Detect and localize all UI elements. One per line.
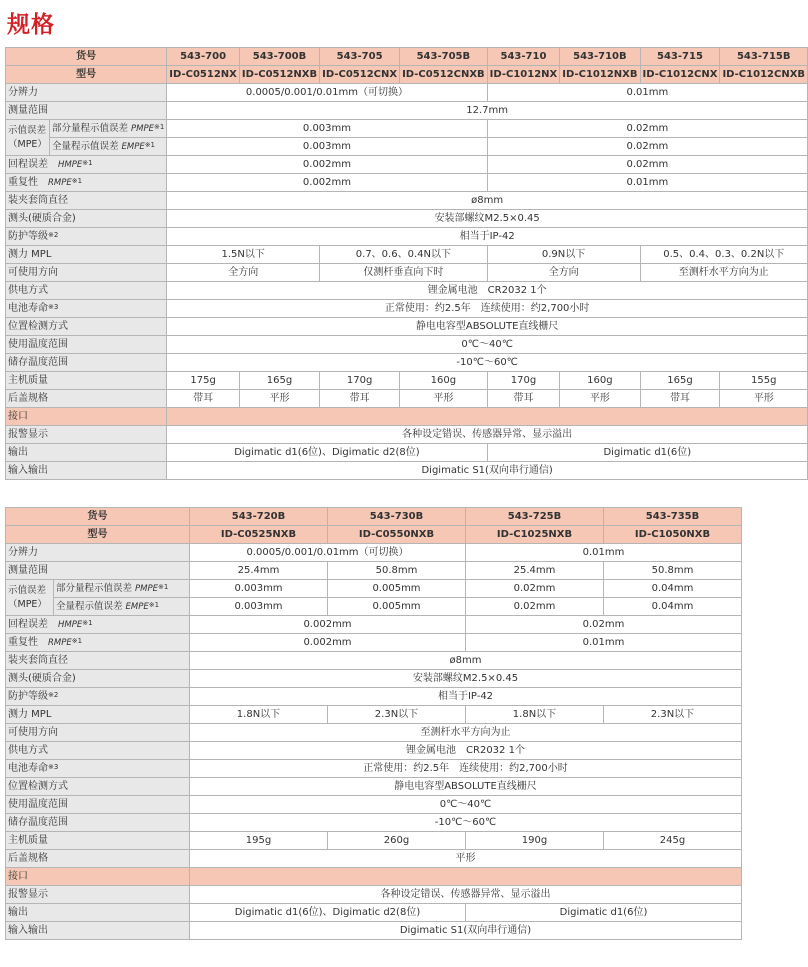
rep-label: 重复性 — [8, 176, 38, 188]
value-cell: 安装部螺纹M2.5×0.45 — [167, 210, 808, 228]
value-cell: 170g — [487, 372, 560, 390]
note-ref: ※3 — [48, 302, 59, 311]
row-label: 测力 MPL — [6, 246, 167, 264]
row-label: 输出 — [6, 444, 167, 462]
row-label: 可使用方向 — [6, 724, 190, 742]
note-ref: ※1 — [153, 122, 165, 131]
row-label: 测量范围 — [6, 562, 190, 580]
row-label: 后盖规格 — [6, 850, 190, 868]
row-label: 使用温度范围 — [6, 796, 190, 814]
value-cell: Digimatic S1(双向串行通信) — [190, 922, 742, 940]
code-header: 型号 — [6, 526, 190, 544]
row-label: 可使用方向 — [6, 264, 167, 282]
value-cell: 0.01mm — [466, 634, 742, 652]
row-label: 储存温度范围 — [6, 814, 190, 832]
value-cell: 正常使用：约2.5年 连续使用：约2,700小时 — [167, 300, 808, 318]
code-cell: ID-C1050NXB — [604, 526, 742, 544]
value-cell: 160g — [400, 372, 488, 390]
value-cell: 0.02mm — [487, 156, 807, 174]
row-label — [6, 688, 190, 706]
row-label: 主机质量 — [6, 832, 190, 850]
model-cell: 543-700B — [239, 48, 319, 66]
mpe-part-row — [6, 580, 742, 598]
value-cell: 平形 — [190, 850, 742, 868]
value-cell: 0.002mm — [167, 174, 487, 192]
model-row — [6, 48, 808, 66]
stem-row — [6, 652, 742, 670]
row-label — [54, 580, 190, 598]
value-cell: 各种设定错误、传感器异常、显示溢出 — [190, 886, 742, 904]
mpe-full-row — [6, 138, 808, 156]
mass-row — [6, 372, 808, 390]
back-row — [6, 850, 742, 868]
value-cell: 0.04mm — [604, 580, 742, 598]
hyst-label: 回程误差 — [8, 618, 48, 630]
row-label: 供电方式 — [6, 742, 190, 760]
mpe-full-symbol: EMPE — [121, 141, 145, 152]
value-cell: 1.8N以下 — [466, 706, 604, 724]
value-cell: 160g — [560, 372, 640, 390]
model-header: 货号 — [6, 508, 190, 526]
model-cell: 543-730B — [328, 508, 466, 526]
value-cell: -10℃～60℃ — [190, 814, 742, 832]
row-label: 测头(硬质合金) — [6, 210, 167, 228]
value-cell: 195g — [190, 832, 328, 850]
rep-symbol: RMPE — [48, 637, 72, 648]
repeatability-row — [6, 174, 808, 192]
value-cell: 0.02mm — [466, 598, 604, 616]
note-ref: ※1 — [82, 618, 93, 627]
code-cell: ID-C0550NXB — [328, 526, 466, 544]
value-cell: 安装部螺纹M2.5×0.45 — [190, 670, 742, 688]
value-cell: 165g — [640, 372, 720, 390]
value-cell: 0.002mm — [190, 634, 466, 652]
value-cell: 0.7、0.6、0.4N以下 — [320, 246, 488, 264]
mpe-part-label: 部分量程示值误差 — [56, 582, 133, 594]
model-header: 货号 — [6, 48, 167, 66]
row-label: 使用温度范围 — [6, 336, 167, 354]
alarm-row — [6, 886, 742, 904]
ip-label: 防护等级 — [8, 690, 48, 702]
value-cell: 260g — [328, 832, 466, 850]
value-cell: 245g — [604, 832, 742, 850]
value-cell: 12.7mm — [167, 102, 808, 120]
model-cell: 543-715 — [640, 48, 720, 66]
model-cell: 543-725B — [466, 508, 604, 526]
row-label — [49, 138, 166, 156]
row-label: 装夹套筒直径 — [6, 652, 190, 670]
sttemp-row — [6, 354, 808, 372]
model-cell: 543-705B — [400, 48, 488, 66]
value-cell: 50.8mm — [328, 562, 466, 580]
row-label: 测头(硬质合金) — [6, 670, 190, 688]
code-cell: ID-C1012CNX — [640, 66, 720, 84]
value-cell: -10℃～60℃ — [167, 354, 808, 372]
code-cell: ID-C0512CNX — [320, 66, 400, 84]
force-row — [6, 706, 742, 724]
value-cell: 0.005mm — [328, 580, 466, 598]
hysteresis-row — [6, 616, 742, 634]
value-cell: ø8mm — [167, 192, 808, 210]
value-cell: 0.002mm — [190, 616, 466, 634]
value-cell: 0.9N以下 — [487, 246, 640, 264]
inout-row — [6, 922, 742, 940]
row-label: 分辨力 — [6, 544, 190, 562]
value-cell: 190g — [466, 832, 604, 850]
mpe-part-label: 部分量程示值误差 — [51, 122, 128, 134]
value-cell: 0.003mm — [190, 598, 328, 616]
value-cell: 50.8mm — [604, 562, 742, 580]
mass-row — [6, 832, 742, 850]
value-cell: 静电电容型ABSOLUTE直线栅尺 — [167, 318, 808, 336]
resolution-row — [6, 84, 808, 102]
mpe-part-symbol: PMPE — [135, 583, 159, 594]
model-cell: 543-705 — [320, 48, 400, 66]
value-cell: 0.02mm — [487, 138, 807, 156]
batt-label: 电池寿命 — [8, 762, 48, 774]
power-row — [6, 742, 742, 760]
mpe-full-symbol: EMPE — [125, 601, 149, 612]
range-row — [6, 562, 742, 580]
hyst-symbol: HMPE — [58, 619, 83, 630]
row-label — [6, 156, 167, 174]
value-cell: 0.0005/0.001/0.01mm（可切换） — [190, 544, 466, 562]
value-cell: 0.003mm — [167, 138, 487, 156]
note-ref: ※1 — [71, 636, 83, 645]
note-ref: ※1 — [144, 140, 156, 149]
model-row — [6, 508, 742, 526]
value-cell: 仅测杆垂直向下时 — [320, 264, 488, 282]
ip-row — [6, 688, 742, 706]
note-ref: ※2 — [48, 690, 59, 699]
section-fill — [167, 408, 808, 426]
value-cell: 带耳 — [640, 390, 720, 408]
mpe-label-text: 示值误差 — [8, 584, 47, 596]
detect-row — [6, 778, 742, 796]
battery-row — [6, 760, 742, 778]
value-cell: 带耳 — [320, 390, 400, 408]
model-cell: 543-700 — [167, 48, 240, 66]
value-cell: 带耳 — [167, 390, 240, 408]
value-cell: 平形 — [720, 390, 808, 408]
row-label — [54, 598, 190, 616]
value-cell: 各种设定错误、传感器异常、显示溢出 — [167, 426, 808, 444]
mpe-sub-text: （MPE） — [8, 138, 47, 150]
value-cell: 平形 — [400, 390, 488, 408]
value-cell: 0.02mm — [466, 616, 742, 634]
value-cell: 相当于IP-42 — [167, 228, 808, 246]
mpe-label — [6, 580, 54, 616]
note-ref: ※1 — [148, 600, 160, 609]
alarm-row — [6, 426, 808, 444]
value-cell: 155g — [720, 372, 808, 390]
mpe-label — [6, 120, 50, 156]
tip-row — [6, 670, 742, 688]
rep-label: 重复性 — [8, 636, 38, 648]
hyst-label: 回程误差 — [8, 158, 48, 170]
interface-section-row — [6, 408, 808, 426]
model-cell: 543-710 — [487, 48, 560, 66]
value-cell: 0.003mm — [190, 580, 328, 598]
mpe-full-row — [6, 598, 742, 616]
value-cell: 0.02mm — [487, 120, 807, 138]
mpe-full-label: 全量程示值误差 — [56, 600, 123, 612]
row-label: 供电方式 — [6, 282, 167, 300]
row-label: 位置检测方式 — [6, 778, 190, 796]
force-row — [6, 246, 808, 264]
note-ref: ※1 — [158, 582, 169, 591]
value-cell: 带耳 — [487, 390, 560, 408]
value-cell: 0.002mm — [167, 156, 487, 174]
value-cell: 0.02mm — [466, 580, 604, 598]
row-label: 输入输出 — [6, 922, 190, 940]
value-cell: Digimatic d1(6位)、Digimatic d2(8位) — [167, 444, 487, 462]
value-cell: 相当于IP-42 — [190, 688, 742, 706]
mpe-label-text: 示值误差 — [8, 124, 47, 136]
optemp-row — [6, 796, 742, 814]
direction-row — [6, 264, 808, 282]
row-label — [6, 634, 190, 652]
mpe-full-label: 全量程示值误差 — [51, 140, 119, 152]
section-label: 接口 — [6, 868, 190, 886]
value-cell: 1.8N以下 — [190, 706, 328, 724]
row-label: 后盖规格 — [6, 390, 167, 408]
row-label: 输出 — [6, 904, 190, 922]
battery-row — [6, 300, 808, 318]
value-cell: 平形 — [560, 390, 640, 408]
code-cell: ID-C0512CNXB — [400, 66, 488, 84]
note-ref: ※3 — [48, 762, 59, 771]
code-cell: ID-C0525NXB — [190, 526, 328, 544]
row-label: 测力 MPL — [6, 706, 190, 724]
note-ref: ※1 — [82, 158, 93, 167]
value-cell: Digimatic d1(6位)、Digimatic d2(8位) — [190, 904, 466, 922]
hysteresis-row — [6, 156, 808, 174]
row-label: 储存温度范围 — [6, 354, 167, 372]
value-cell: 锂金属电池 CR2032 1个 — [190, 742, 742, 760]
value-cell: 静电电容型ABSOLUTE直线栅尺 — [190, 778, 742, 796]
back-row — [6, 390, 808, 408]
value-cell: 正常使用：约2.5年 连续使用：约2,700小时 — [190, 760, 742, 778]
row-label — [6, 174, 167, 192]
value-cell: 0.005mm — [328, 598, 466, 616]
row-label: 分辨力 — [6, 84, 167, 102]
value-cell: 0.0005/0.001/0.01mm（可切换） — [167, 84, 487, 102]
value-cell: 0℃～40℃ — [190, 796, 742, 814]
value-cell: 0.01mm — [487, 84, 807, 102]
resolution-row — [6, 544, 742, 562]
power-row — [6, 282, 808, 300]
value-cell: Digimatic d1(6位) — [487, 444, 807, 462]
row-label: 测量范围 — [6, 102, 167, 120]
row-label: 输入输出 — [6, 462, 167, 480]
row-label: 报警显示 — [6, 426, 167, 444]
value-cell: 165g — [239, 372, 319, 390]
direction-row — [6, 724, 742, 742]
ip-row — [6, 228, 808, 246]
value-cell: 25.4mm — [190, 562, 328, 580]
row-label — [6, 616, 190, 634]
spec-table-1 — [5, 47, 808, 480]
sttemp-row — [6, 814, 742, 832]
value-cell: 0.5、0.4、0.3、0.2N以下 — [640, 246, 808, 264]
value-cell: 锂金属电池 CR2032 1个 — [167, 282, 808, 300]
code-cell: ID-C0512NXB — [239, 66, 319, 84]
value-cell: 0℃～40℃ — [167, 336, 808, 354]
value-cell: 0.003mm — [167, 120, 487, 138]
row-label: 装夹套筒直径 — [6, 192, 167, 210]
tip-row — [6, 210, 808, 228]
section-fill — [190, 868, 742, 886]
hyst-symbol: HMPE — [58, 159, 83, 170]
code-header: 型号 — [6, 66, 167, 84]
batt-label: 电池寿命 — [8, 302, 48, 314]
value-cell: 170g — [320, 372, 400, 390]
model-cell: 543-735B — [604, 508, 742, 526]
range-row — [6, 102, 808, 120]
row-label: 主机质量 — [6, 372, 167, 390]
note-ref: ※2 — [48, 230, 59, 239]
value-cell: Digimatic d1(6位) — [466, 904, 742, 922]
value-cell: 全方向 — [167, 264, 320, 282]
model-cell: 543-720B — [190, 508, 328, 526]
value-cell: ø8mm — [190, 652, 742, 670]
model-cell: 543-710B — [560, 48, 640, 66]
value-cell: 至测杆水平方向为止 — [190, 724, 742, 742]
output-row — [6, 904, 742, 922]
row-label — [6, 760, 190, 778]
code-row — [6, 526, 742, 544]
value-cell: 2.3N以下 — [604, 706, 742, 724]
code-cell: ID-C1012NXB — [560, 66, 640, 84]
code-cell: ID-C1012NX — [487, 66, 560, 84]
value-cell: 175g — [167, 372, 240, 390]
value-cell: 2.3N以下 — [328, 706, 466, 724]
inout-row — [6, 462, 808, 480]
value-cell: 至测杆水平方向为止 — [640, 264, 808, 282]
row-label — [6, 300, 167, 318]
value-cell: 0.01mm — [466, 544, 742, 562]
note-ref: ※1 — [71, 176, 83, 185]
detect-row — [6, 318, 808, 336]
stem-row — [6, 192, 808, 210]
value-cell: 0.04mm — [604, 598, 742, 616]
code-row — [6, 66, 808, 84]
row-label: 报警显示 — [6, 886, 190, 904]
code-cell: ID-C1025NXB — [466, 526, 604, 544]
code-cell: ID-C0512NX — [167, 66, 240, 84]
code-cell: ID-C1012CNXB — [720, 66, 808, 84]
row-label — [6, 228, 167, 246]
value-cell: 1.5N以下 — [167, 246, 320, 264]
model-cell: 543-715B — [720, 48, 808, 66]
interface-section-row — [6, 868, 742, 886]
spec-table-2 — [5, 507, 742, 940]
row-label — [49, 120, 166, 138]
optemp-row — [6, 336, 808, 354]
page-title: 规格 — [7, 12, 55, 38]
mpe-part-row — [6, 120, 808, 138]
value-cell: Digimatic S1(双向串行通信) — [167, 462, 808, 480]
value-cell: 平形 — [239, 390, 319, 408]
value-cell: 25.4mm — [466, 562, 604, 580]
repeatability-row — [6, 634, 742, 652]
value-cell: 全方向 — [487, 264, 640, 282]
mpe-sub-text: （MPE） — [8, 598, 47, 610]
rep-symbol: RMPE — [48, 177, 72, 188]
value-cell: 0.01mm — [487, 174, 807, 192]
row-label: 位置检测方式 — [6, 318, 167, 336]
ip-label: 防护等级 — [8, 230, 48, 242]
output-row — [6, 444, 808, 462]
mpe-part-symbol: PMPE — [130, 123, 154, 134]
section-label: 接口 — [6, 408, 167, 426]
